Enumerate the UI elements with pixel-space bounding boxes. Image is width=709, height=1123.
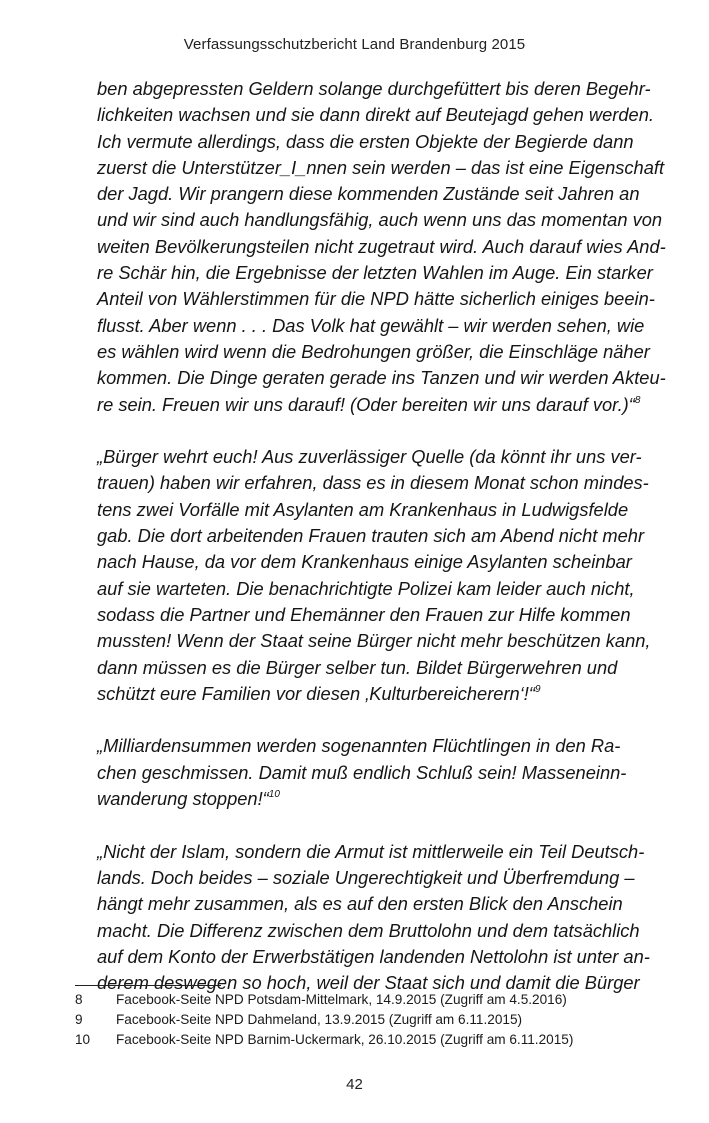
- text-line-last: [97, 681, 611, 707]
- paragraph-3: [97, 733, 627, 812]
- text-line: auf dem Konto der Erwerbstätigen landenden Nettolohn ist unter an-: [97, 945, 650, 967]
- text-line: „Nicht der Islam, sondern die Armut ist mittlerweile ein Teil Deutsch-: [97, 840, 645, 862]
- footnote-number: 9: [75, 1012, 83, 1027]
- footnote-text: Facebook-Seite NPD Dahmeland, 13.9.2015 (Zugriff am 6.11.2015): [116, 1012, 523, 1027]
- footnote-text: Facebook-Seite NPD Barnim-Uckermark, 26.10.2015 (Zugriff am 6.11.2015): [116, 1032, 574, 1047]
- footnote-number: 8: [75, 992, 83, 1007]
- text-line: Anteil von Wählerstimmen für die NPD hätte sicherlich einiges beein-: [97, 288, 655, 310]
- text-line: auf sie warteten. Die benachrichtigte Polizei kam leider auch nicht,: [97, 577, 635, 599]
- text-line: lands. Doch beides – soziale Ungerechtigkeit und Überfremdung –: [97, 866, 635, 888]
- text-line-content: re sein. Freuen wir uns darauf! (Oder bereiten wir uns darauf vor.)“: [97, 393, 635, 415]
- footnote-reference: 10: [268, 789, 280, 801]
- running-head: Verfassungsschutzbericht Land Brandenburg 2015: [183, 36, 526, 53]
- text-line: zuerst die Unterstützer_I_nnen sein werden – das ist eine Eigenschaft: [97, 156, 665, 178]
- text-line-last: [97, 392, 641, 418]
- text-line: „Milliardensummen werden sogenannten Flüchtlingen in den Ra-: [97, 735, 621, 757]
- footnote-item: [75, 990, 635, 1010]
- text-line: kommen. Die Dinge geraten gerade ins Tanzen und wir werden Akteu-: [97, 367, 666, 389]
- text-line-content: wanderung stoppen!“: [97, 788, 269, 810]
- text-line: nach Hause, da vor dem Krankenhaus einige Asylanten scheinbar: [97, 551, 632, 573]
- text-line: „Bürger wehrt euch! Aus zuverlässiger Quelle (da könnt ihr uns ver-: [97, 446, 642, 468]
- text-line: lichkeiten wachsen und sie dann direkt auf Beutejagd gehen werden.: [97, 104, 654, 126]
- footnote-item: [75, 1030, 635, 1050]
- text-line: sodass die Partner und Ehemänner den Frauen zur Hilfe kommen: [97, 603, 631, 625]
- text-line: flusst. Aber wenn . . . Das Volk hat gewählt – wir werden sehen, wie: [97, 314, 645, 336]
- footnote-divider: [75, 985, 221, 986]
- text-line: chen geschmissen. Damit muß endlich Schluß sein! Masseneinn-: [97, 761, 627, 783]
- text-line: ben abgepressten Geldern solange durchgefüttert bis deren Begehr-: [97, 78, 651, 99]
- text-line: weiten Bevölkerungsteilen nicht zugetraut wird. Auch darauf wies And-: [97, 235, 666, 257]
- footnotes: [75, 990, 635, 1050]
- text-line: mussten! Wenn der Staat seine Bürger nicht mehr beschützen kann,: [97, 630, 651, 652]
- page-number: 42: [346, 1076, 363, 1093]
- text-line: Ich vermute allerdings, dass die ersten Objekte der Begierde dann: [97, 130, 634, 152]
- text-line-content: schützt eure Familien vor diesen ‚Kulturbereicherern‘!“: [97, 682, 535, 704]
- footnote-number: 10: [75, 1032, 91, 1047]
- paragraph-2: [97, 444, 651, 707]
- footnote-text: Facebook-Seite NPD Potsdam-Mittelmark, 14.9.2015 (Zugriff am 4.5.2016): [116, 992, 567, 1007]
- text-line: re Schär hin, die Ergebnisse der letzten Wahlen im Auge. Ein starker: [97, 262, 653, 284]
- text-line: trauen) haben wir erfahren, dass es in diesem Monat schon mindes-: [97, 472, 649, 494]
- footnote-item: [75, 1010, 635, 1030]
- paragraph-4: [97, 839, 650, 997]
- text-line: tens zwei Vorfälle mit Asylanten am Krankenhaus in Ludwigsfelde: [97, 498, 629, 520]
- text-line: hängt mehr zusammen, als es auf den ersten Blick den Anschein: [97, 893, 623, 915]
- text-line: macht. Die Differenz zwischen dem Bruttolohn und dem tatsächlich: [97, 919, 640, 941]
- paragraph-1: [97, 76, 666, 418]
- text-line: es wählen wird wenn die Bedrohungen größer, die Einschläge näher: [97, 340, 650, 362]
- text-line: dann müssen es die Bürger selber tun. Bildet Bürgerwehren und: [97, 656, 618, 678]
- body-text: [97, 76, 666, 996]
- text-line: und wir sind auch handlungsfähig, auch wenn uns das momentan von: [97, 209, 663, 231]
- text-line: gab. Die dort arbeitenden Frauen trauten sich am Abend nicht mehr: [97, 525, 645, 547]
- text-line-last: [97, 786, 611, 812]
- text-line: derem deswegen so hoch, weil der Staat sich und damit die Bürger: [97, 972, 640, 994]
- text-line: der Jagd. Wir prangern diese kommenden Zustände seit Jahren an: [97, 183, 640, 205]
- footnote-reference: 9: [534, 683, 541, 695]
- footnote-reference: 8: [634, 394, 641, 406]
